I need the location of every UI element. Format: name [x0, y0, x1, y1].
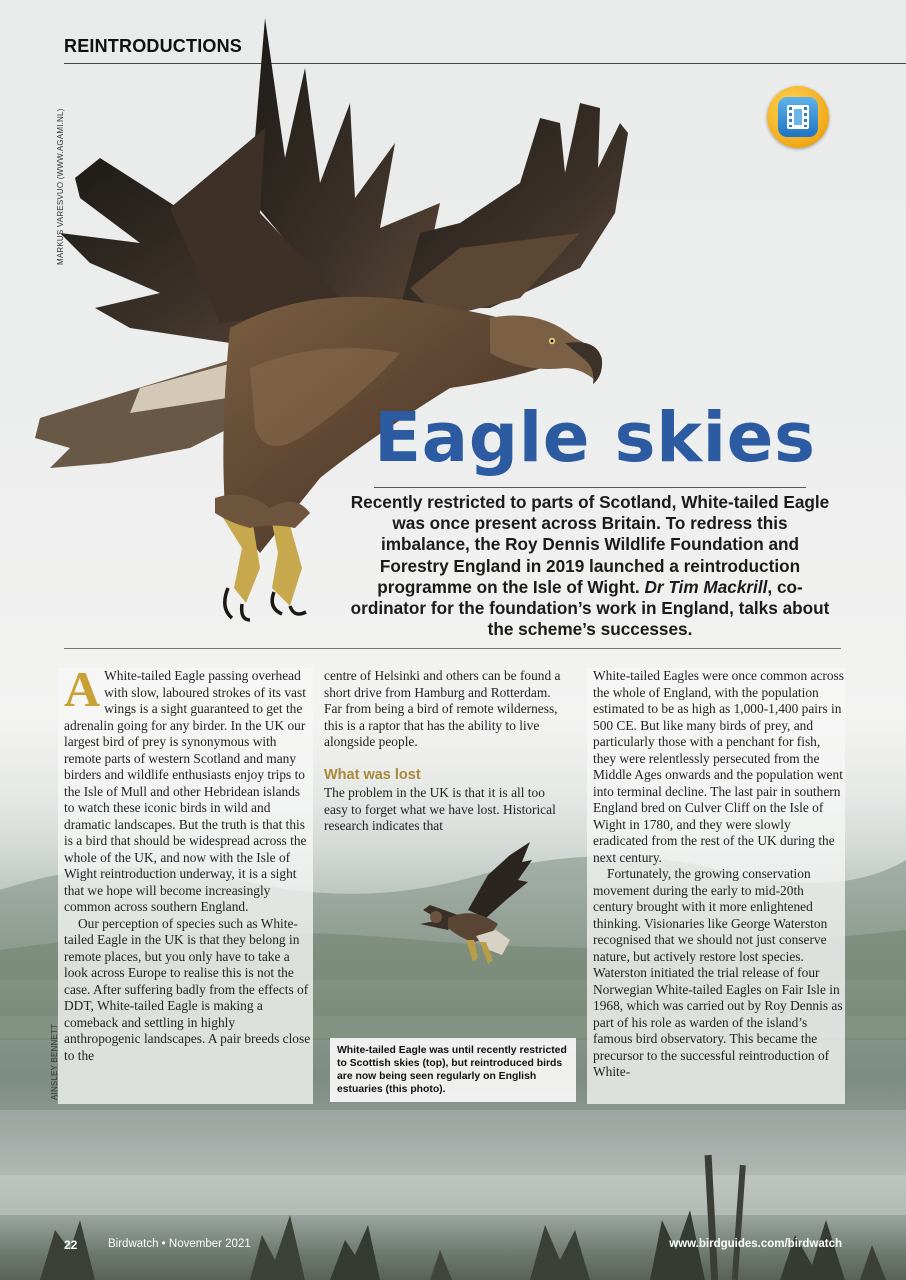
body-column-1	[58, 661, 313, 1104]
body-paragraph: White-tailed Eagles were once common across the whole of England, with the population estimated to be as high as 1,000-1,400 pairs in 500 CE. But like many birds of prey, and particularly those with a penchant for fish, they were relentlessly persecuted from the Middle Ages onwards and the population went into terminal decline. The last pair in southern England bred on Culver Cliff on the Isle of Wight in 1780, and they were slowly eradicated from the rest of the UK during the next century.	[593, 668, 844, 865]
photo-caption: White-tailed Eagle was until recently restricted to Scottish skies (top), but reintroduced birds are now being seen regularly on English estuaries (this photo).	[330, 1038, 576, 1102]
drop-cap: A	[64, 661, 101, 717]
video-film-icon[interactable]	[767, 86, 829, 148]
standfirst-author: Dr Tim Mackrill	[644, 576, 768, 597]
section-label: REINTRODUCTIONS	[64, 36, 242, 56]
title-rule	[374, 487, 806, 488]
inset-eagle-photo	[418, 840, 534, 970]
website-link[interactable]: www.birdguides.com/birdwatch	[669, 1238, 842, 1250]
main-photo-credit: MARKUS VARESVUO (WWW.AGAMI.NL)	[56, 108, 65, 265]
body-paragraph: centre of Helsinki and others can be found a short drive from Hamburg and Rotterdam. Far from being a bird of remote wilderness, this is a raptor that has the ability to live alongside people.	[324, 668, 561, 749]
body-paragraph: White-tailed Eagle passing overhead with slow, laboured strokes of its vast wings is a sight guaranteed to get the adrenalin going for any birder. In the UK our largest bird of prey is synonymous with remote parts of western Scotland and many birders and wildlife enthusiasts enjoy trips to the Isle of Mull and other Hebridean islands to watch these iconic birds in wild and dramatic landscapes. But the truth is that this is a bird that should be widespread across the whole of the UK, and now with the Isle of Wight reintroduction underway, it is a sight that we hope will become increasingly common across southern England.	[64, 668, 307, 914]
subheading: What was lost	[324, 766, 421, 783]
standfirst-lead: Recently restricted to parts of Scotland, White-tailed Eagle was once present across Britain. To redress this imbalance, the Roy Dennis Wildlife Foundation and Forestry England in 2019 launched a reintroduction programme on the Isle of Wight.	[350, 492, 830, 597]
inset-photo-credit: AINSLEY BENNETT	[50, 1023, 59, 1100]
standfirst-tail: , co-ordinator for the foundation’s work in England, talks about the scheme’s successes.	[350, 576, 830, 640]
standfirst	[348, 492, 832, 640]
body-paragraph: Fortunately, the growing conservation movement during the early to mid-20th century brought with it more enlightened thinking. Visionaries like George Waterston recognised that we should not just conserve nature, but actively restore lost species. Waterston initiated the trial release of four Norwegian White-tailed Eagles on Fair Isle in 1968, which was carried out by Roy Dennis as part of his role as warden of the island’s famous bird observatory. This became the precursor to the successful reintroduction of White-	[593, 866, 843, 1079]
article-title: Eagle skies	[374, 398, 816, 478]
page-number: 22	[64, 1238, 78, 1252]
publication-info: Birdwatch • November 2021	[108, 1238, 251, 1250]
body-column-2	[324, 668, 564, 835]
body-paragraph: The problem in the UK is that it is all too easy to forget what we have lost. Historical research indicates that	[324, 785, 556, 833]
body-column-3	[587, 668, 845, 1104]
standfirst-rule	[64, 648, 841, 649]
body-paragraph: Our perception of species such as White-tailed Eagle in the UK is that they belong in remote places, but you only have to take a look across Europe to realise this is not the case. After suffering badly from the effects of DDT, White-tailed Eagle is making a comeback and settling in highly anthropogenic landscapes. A pair breeds close to the	[64, 915, 311, 1063]
